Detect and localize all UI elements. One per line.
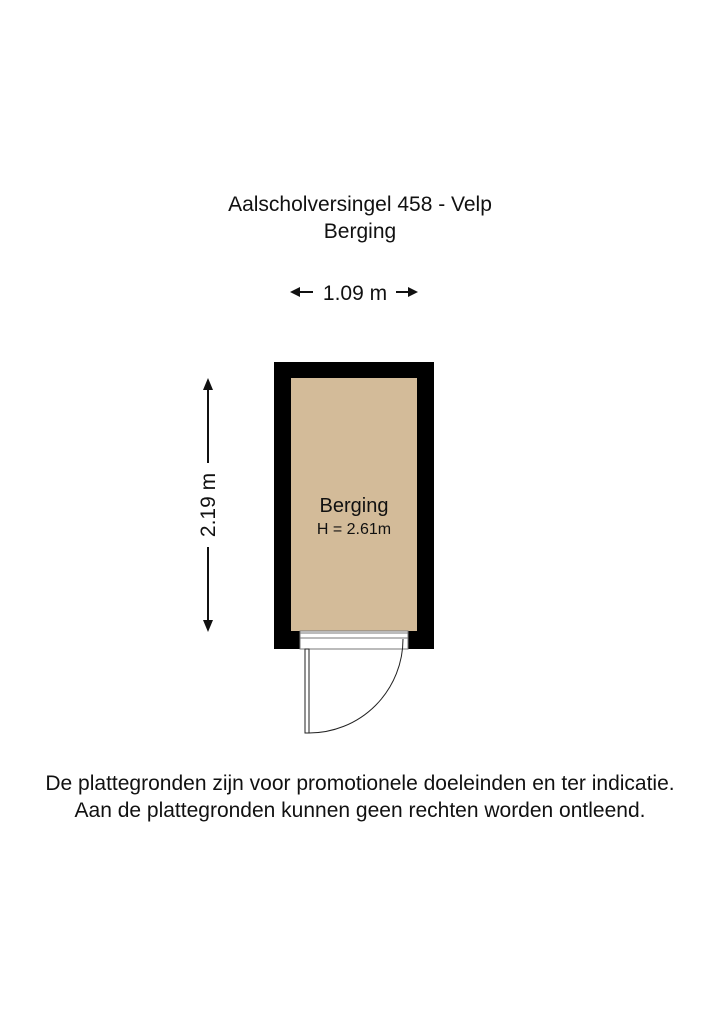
- height-arrow-bottom-head: [203, 620, 213, 632]
- disclaimer-line-2: Aan de plattegronden kunnen geen rechten worden ontleend.: [74, 799, 646, 822]
- floor-title: Berging: [323, 220, 397, 243]
- width-label: 1.09 m: [322, 282, 388, 305]
- door-swing-arc: [309, 639, 403, 733]
- address-title: Aalscholversingel 458 - Velp: [228, 193, 492, 216]
- room-name: Berging: [319, 495, 389, 517]
- room-ceiling-height: H = 2.61m: [316, 521, 392, 538]
- door-swing: [305, 639, 403, 733]
- width-arrow-left-head: [290, 287, 300, 297]
- height-dimension: [197, 378, 220, 632]
- door-leaf: [305, 649, 309, 733]
- width-dimension: [290, 282, 418, 305]
- door-opening: [300, 631, 408, 649]
- width-arrow-right-head: [408, 287, 418, 297]
- height-label: 2.19 m: [197, 472, 220, 538]
- height-arrow-top-head: [203, 378, 213, 390]
- disclaimer-line-1: De plattegronden zijn voor promotionele doeleinden en ter indicatie.: [45, 772, 675, 795]
